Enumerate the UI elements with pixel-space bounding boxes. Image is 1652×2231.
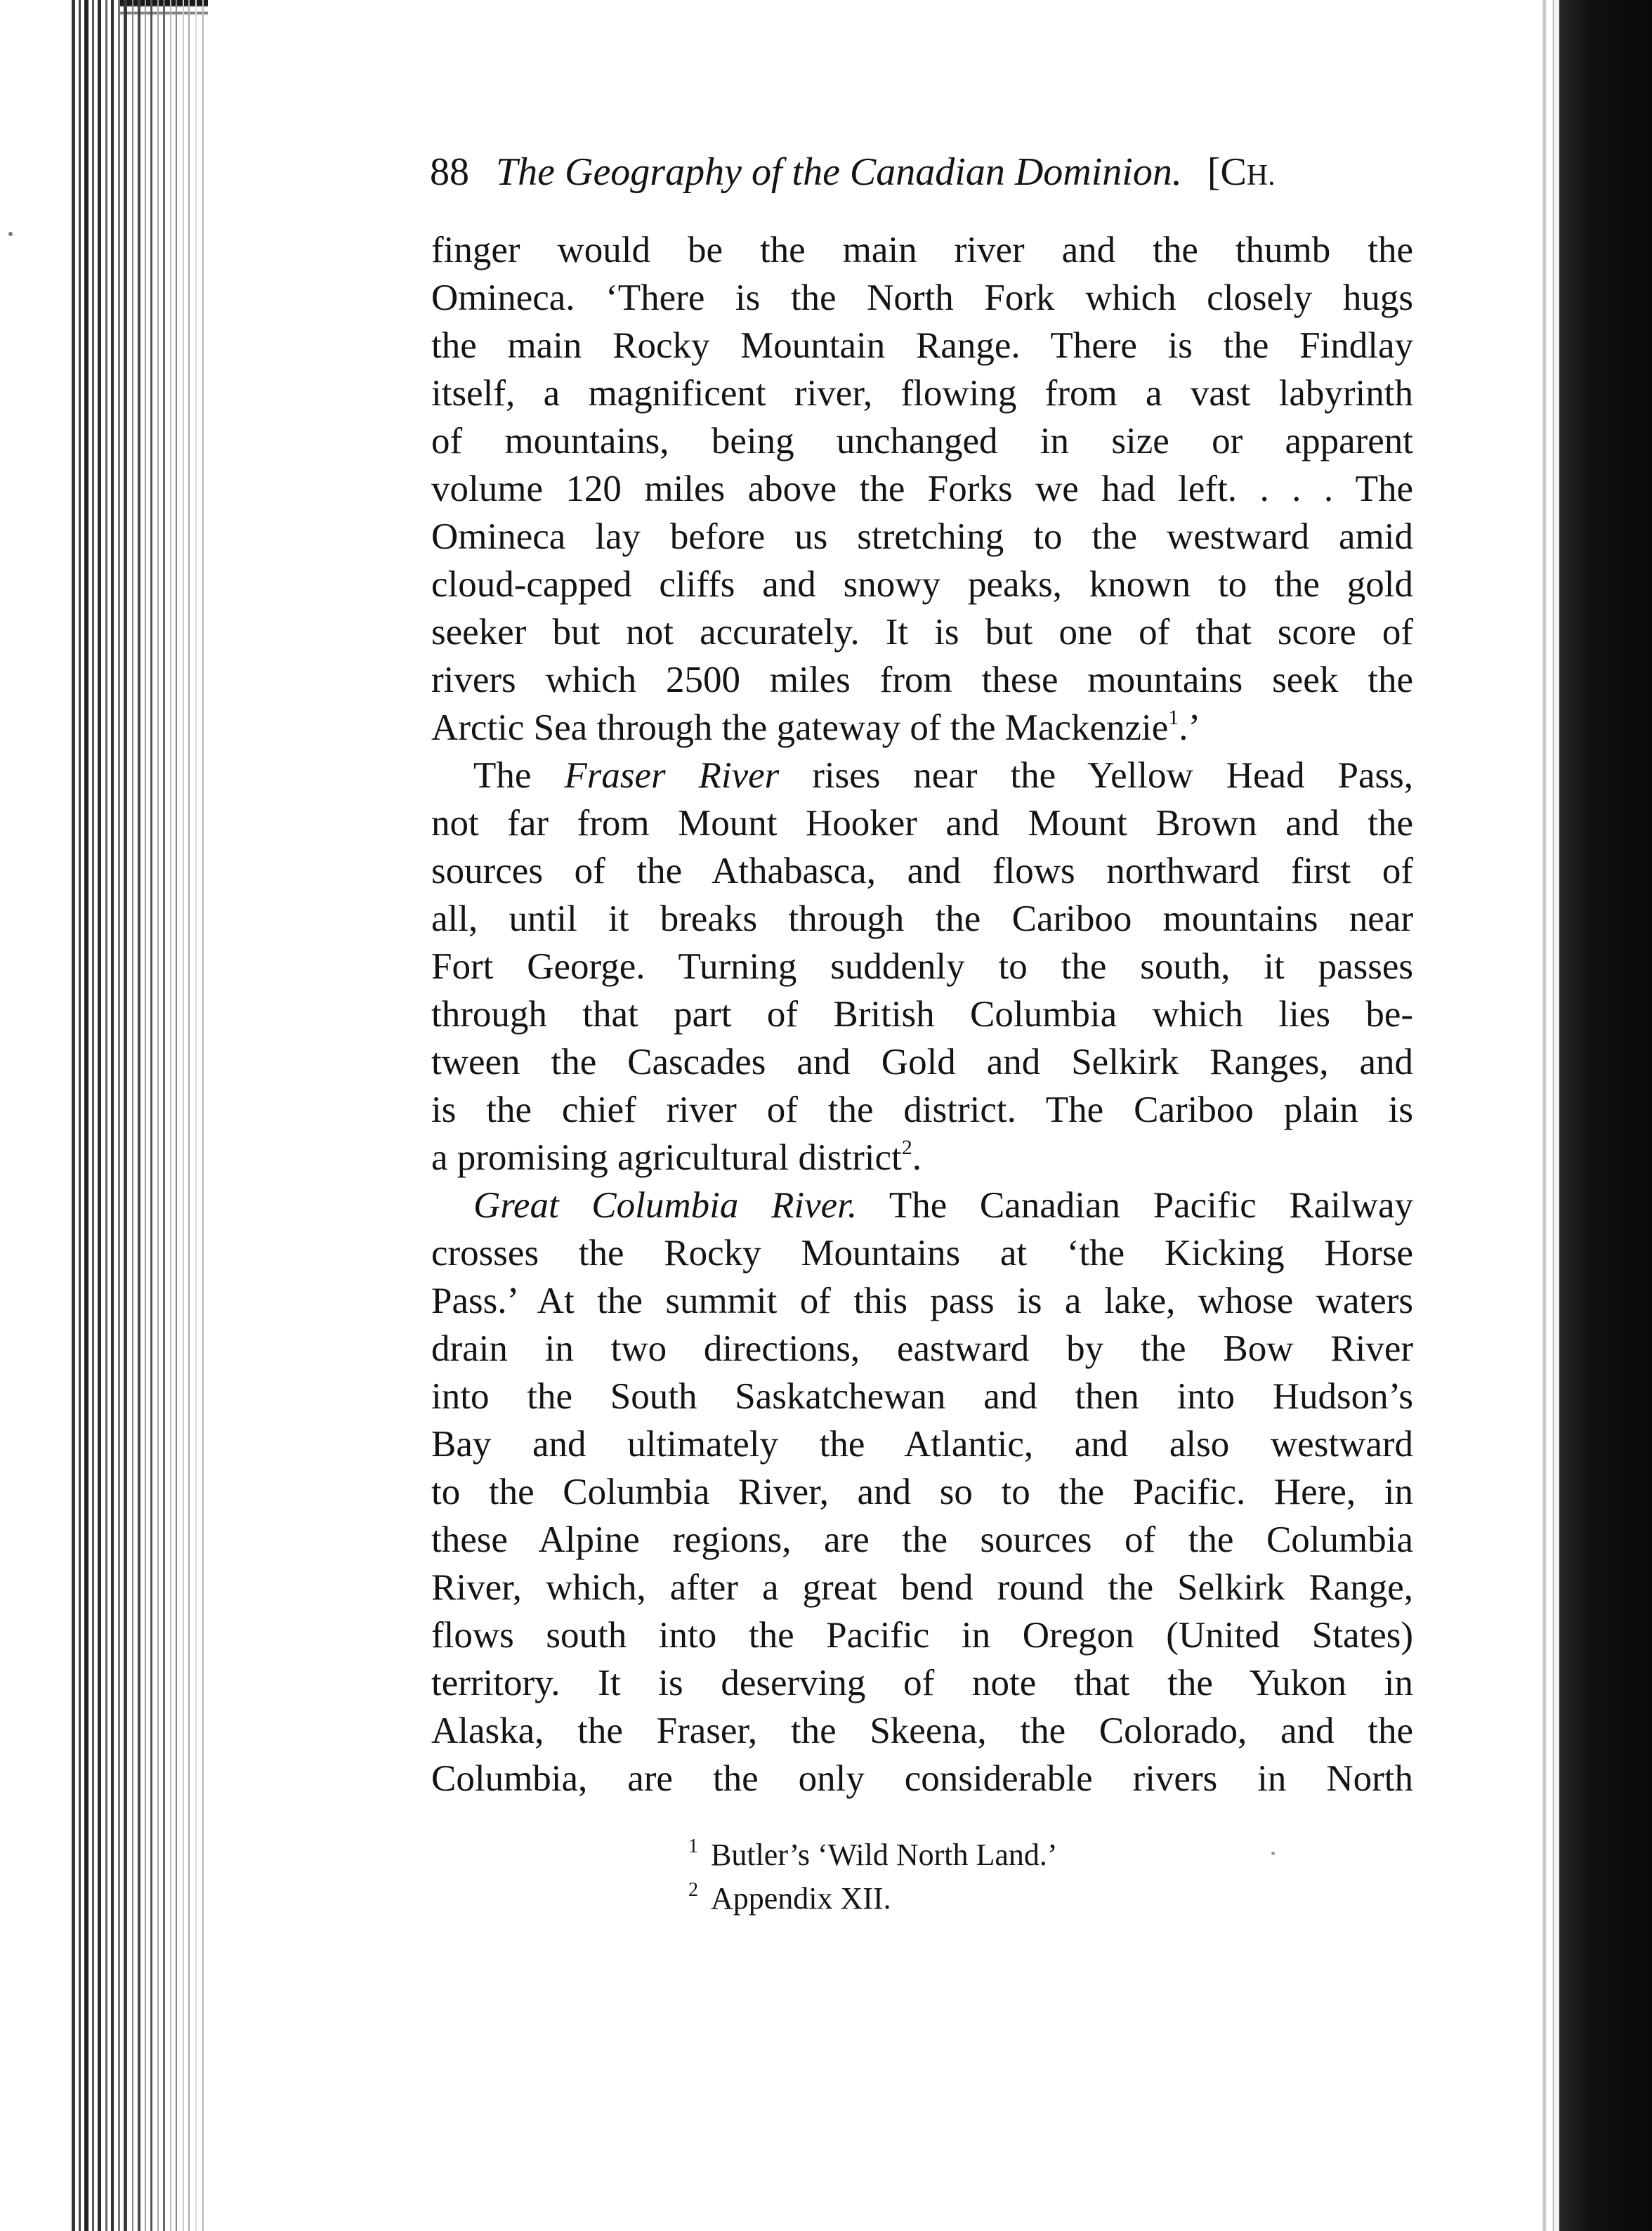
footnote	[688, 1877, 1058, 1921]
text-line: Omineca. ‘There is the North Fork which closely hugs	[431, 277, 1413, 318]
footnote-ref: 2	[901, 1136, 912, 1159]
text-line: the main Rocky Mountain Range. There is the Findlay	[431, 325, 1413, 366]
footnote-text: Butler’s ‘Wild North Land.’	[711, 1838, 1058, 1872]
footnotes	[688, 1833, 1058, 1921]
footnote-text: Appendix XII.	[711, 1881, 891, 1916]
text-line: Great Columbia River. The Canadian Pacific Railway	[473, 1185, 1413, 1226]
footnote-ref: 1	[1168, 706, 1179, 729]
footnote-number: 1	[688, 1836, 698, 1857]
text-line: seeker but not accurately. It is but one of that score of	[431, 612, 1413, 653]
text-line: not far from Mount Hooker and Mount Brown and the	[431, 803, 1413, 844]
paper-speck	[8, 232, 13, 236]
text-line: cloud-capped cliffs and snowy peaks, known to the gold	[431, 564, 1413, 605]
text-line: of mountains, being unchanged in size or apparent	[431, 421, 1413, 462]
text-line: a promising agricultural district$^2$.	[431, 1136, 922, 1178]
running-title: The Geography of the Canadian Dominion.	[496, 150, 1182, 194]
footnote	[688, 1833, 1058, 1877]
text-line: rivers which 2500 miles from these mountains seek the	[431, 660, 1413, 700]
text-line: into the South Saskatchewan and then into Hudson’s	[431, 1376, 1413, 1417]
chapter-mark: [CH.	[1207, 150, 1276, 194]
text-line: Alaska, the Fraser, the Skeena, the Colorado, and the	[431, 1710, 1413, 1751]
text-line: volume 120 miles above the Forks we had left. . . . The	[431, 469, 1413, 509]
text-line: drain in two directions, eastward by the Bow River	[431, 1328, 1413, 1369]
footnote-number: 2	[688, 1879, 698, 1901]
text-line: Arctic Sea through the gateway of the Mackenzie$^1$.’	[431, 706, 1201, 748]
text-line: crosses the Rocky Mountains at ‘the Kicking Horse	[431, 1233, 1413, 1274]
text-line: finger would be the main river and the thumb the	[431, 230, 1413, 270]
body-text	[431, 226, 1413, 1803]
text-line: is the chief river of the district. The Cariboo plain is	[431, 1090, 1413, 1130]
text-line: Columbia, are the only considerable rivers in North	[431, 1758, 1413, 1799]
book-right-edge-highlight	[1554, 0, 1559, 2231]
text-line: Fort George. Turning suddenly to the south, it passes	[431, 946, 1413, 987]
text-line: Pass.’ At the summit of this pass is a lake, whose waters	[431, 1281, 1413, 1321]
text-line: tween the Cascades and Gold and Selkirk Ranges, and	[431, 1042, 1413, 1082]
text-line: these Alpine regions, are the sources of the Columbia	[431, 1519, 1413, 1560]
text-line: Omineca lay before us stretching to the westward amid	[431, 516, 1413, 557]
text-line: River, which, after a great bend round the Selkirk Range,	[431, 1567, 1413, 1608]
running-header	[430, 144, 1413, 200]
river-name: Fraser River	[564, 755, 780, 796]
text-line: sources of the Athabasca, and flows northward first of	[431, 851, 1413, 891]
text-line: Bay and ultimately the Atlantic, and also westward	[431, 1424, 1413, 1465]
paper-speck	[1271, 1852, 1275, 1855]
text-line: itself, a magnificent river, flowing from a vast labyrinth	[431, 373, 1413, 414]
book-page-edges	[70, 0, 211, 2231]
text-line: territory. It is deserving of note that the Yukon in	[431, 1663, 1413, 1703]
river-name: Great Columbia River.	[473, 1185, 858, 1226]
text-line: flows south into the Pacific in Oregon (United States)	[431, 1615, 1413, 1656]
page-number: 88	[430, 150, 469, 194]
text-line: all, until it breaks through the Cariboo mountains near	[431, 898, 1413, 939]
text-line: to the Columbia River, and so to the Pacific. Here, in	[431, 1472, 1413, 1512]
text-line: The Fraser River rises near the Yellow Head Pass,	[473, 755, 1413, 796]
text-line: through that part of British Columbia which lies be-	[431, 994, 1413, 1035]
